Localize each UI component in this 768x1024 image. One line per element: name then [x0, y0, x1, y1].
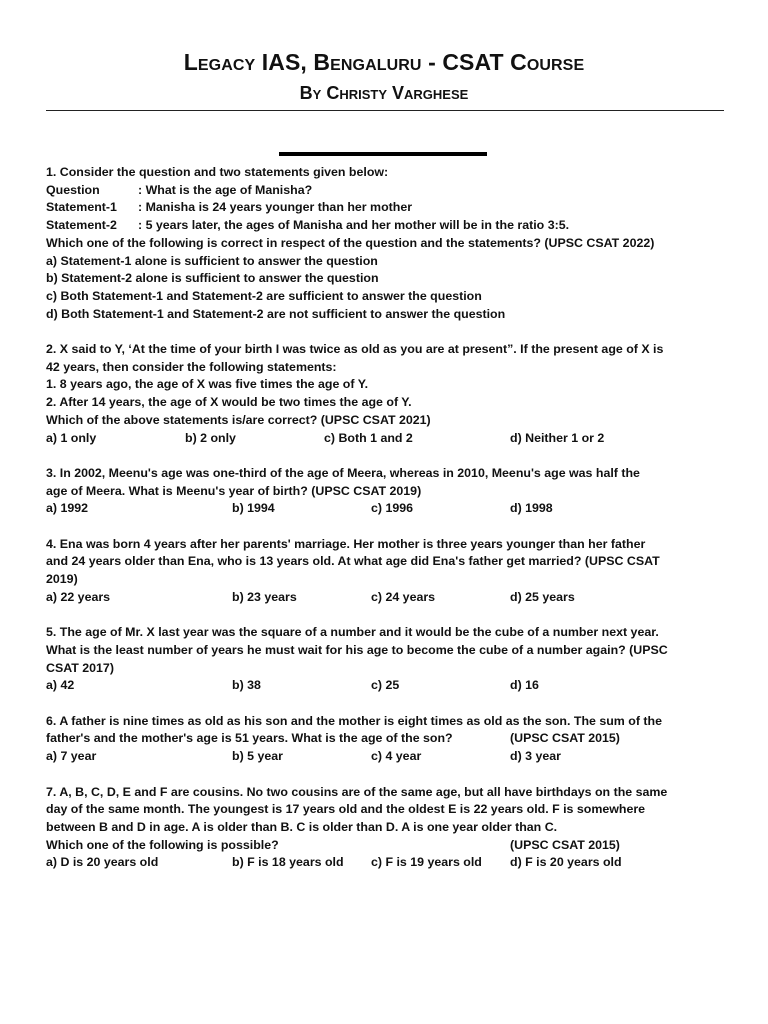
- question-4: [46, 536, 722, 607]
- option-c: c) F is 19 years old: [371, 855, 482, 870]
- option-d: d) Both Statement-1 and Statement-2 are not sufficient to answer the question: [46, 306, 506, 321]
- option-d: d) 16: [510, 678, 539, 693]
- question-text: 2. X said to Y, ‘At the time of your birth I was twice as old as you are at present”. If the present age of X is: [46, 342, 664, 357]
- option-d: d) 3 year: [510, 749, 561, 764]
- question-text: day of the same month. The youngest is 17 years old and the oldest E is 22 years old. F is somewhere: [46, 802, 646, 817]
- option-b: b) 23 years: [232, 589, 297, 604]
- question-3: [46, 465, 722, 518]
- question-text: CSAT 2017): [46, 660, 114, 675]
- question-6: [46, 713, 722, 766]
- question-text: 4. Ena was born 4 years after her parents' marriage. Her mother is three years younger than her father: [46, 536, 646, 551]
- option-b: b) 5 year: [232, 749, 283, 764]
- row-text: : 5 years later, the ages of Manisha and her mother will be in the ratio 3:5.: [138, 218, 570, 233]
- question-text: 6. A father is nine times as old as his son and the mother is eight times as old as the son. The sum of the: [46, 713, 662, 728]
- option-b: b) Statement-2 alone is sufficient to answer the question: [46, 271, 379, 286]
- options-row: [46, 854, 722, 872]
- option-c: c) Both Statement-1 and Statement-2 are sufficient to answer the question: [46, 288, 482, 303]
- row-label: Statement-1: [46, 200, 117, 215]
- question-text: between B and D in age. A is older than B. C is older than D. A is one year older than C.: [46, 819, 558, 834]
- option-b: b) F is 18 years old: [232, 855, 344, 870]
- option-c: c) 25: [371, 678, 400, 693]
- option-b: b) 2 only: [185, 430, 236, 445]
- option-d: d) 25 years: [510, 589, 575, 604]
- exam-tag: (UPSC CSAT 2015): [510, 731, 620, 746]
- option-d: d) 1998: [510, 501, 553, 516]
- question-text: 1. 8 years ago, the age of X was five times the age of Y.: [46, 377, 369, 392]
- option-a: a) D is 20 years old: [46, 855, 159, 870]
- question-2: [46, 341, 722, 447]
- header-divider: [46, 110, 724, 111]
- option-c: c) 24 years: [371, 589, 436, 604]
- options-row: [46, 430, 722, 448]
- question-list: [46, 164, 722, 890]
- option-b: b) 1994: [232, 501, 275, 516]
- document-subtitle: By Christy Varghese: [299, 83, 469, 103]
- options-row: [46, 589, 722, 607]
- options-row: [46, 748, 722, 766]
- question-text: What is the least number of years he must wait for his age to become the cube of a number again? (UPSC: [46, 642, 668, 657]
- option-a: a) 22 years: [46, 589, 111, 604]
- option-c: c) 4 year: [371, 749, 422, 764]
- option-c: c) 1996: [371, 501, 414, 516]
- option-a: a) Statement-1 alone is sufficient to answer the question: [46, 253, 378, 268]
- statement-1-row: [46, 199, 722, 217]
- exam-tag: (UPSC CSAT 2015): [510, 837, 620, 852]
- question-row: [46, 182, 722, 200]
- row-text: : What is the age of Manisha?: [138, 182, 313, 197]
- question-text: Which of the above statements is/are correct? (UPSC CSAT 2021): [46, 412, 431, 427]
- document-title: Legacy IAS, Bengaluru - CSAT Course: [183, 49, 585, 75]
- option-a: a) 42: [46, 678, 75, 693]
- question-text: Which one of the following is possible?: [46, 837, 279, 852]
- option-d: d) Neither 1 or 2: [510, 430, 605, 445]
- question-text: 1. Consider the question and two statements given below:: [46, 165, 389, 179]
- question-text: and 24 years older than Ena, who is 13 years old. At what age did Ena's father get married? (UPSC CSAT: [46, 554, 660, 569]
- question-text: 7. A, B, C, D, E and F are cousins. No two cousins are of the same age, but all have birthdays on the same: [46, 784, 668, 799]
- question-text: 42 years, then consider the following statements:: [46, 359, 337, 374]
- question-text: 3. In 2002, Meenu's age was one-third of the age of Meera, whereas in 2010, Meenu's age was half the: [46, 465, 640, 480]
- question-1: [46, 164, 722, 323]
- question-5: [46, 624, 722, 695]
- row-label: Question: [46, 182, 100, 197]
- option-b: b) 38: [232, 678, 261, 693]
- question-text: 2. After 14 years, the age of X would be two times the age of Y.: [46, 395, 412, 410]
- options-row: [46, 677, 722, 695]
- section-divider: [279, 152, 487, 156]
- option-d: d) F is 20 years old: [510, 855, 622, 870]
- question-text: 2019): [46, 572, 78, 587]
- statement-2-row: [46, 217, 722, 235]
- question-prompt: Which one of the following is correct in respect of the question and the statements? (UPSC CSAT 2022): [46, 235, 655, 250]
- option-a: a) 1 only: [46, 430, 97, 445]
- question-text-row: [46, 837, 722, 855]
- option-a: a) 7 year: [46, 749, 97, 764]
- question-text-row: [46, 730, 722, 748]
- question-text: father's and the mother's age is 51 years. What is the age of the son?: [46, 731, 453, 746]
- question-text: age of Meera. What is Meenu's year of birth? (UPSC CSAT 2019): [46, 483, 422, 498]
- option-c: c) Both 1 and 2: [324, 430, 413, 445]
- question-text: 5. The age of Mr. X last year was the square of a number and it would be the cube of a number next year.: [46, 625, 659, 640]
- page-header: [46, 44, 722, 106]
- row-label: Statement-2: [46, 218, 117, 233]
- options-row: [46, 500, 722, 518]
- option-a: a) 1992: [46, 501, 89, 516]
- row-text: : Manisha is 24 years younger than her mother: [138, 200, 413, 215]
- question-7: [46, 784, 722, 873]
